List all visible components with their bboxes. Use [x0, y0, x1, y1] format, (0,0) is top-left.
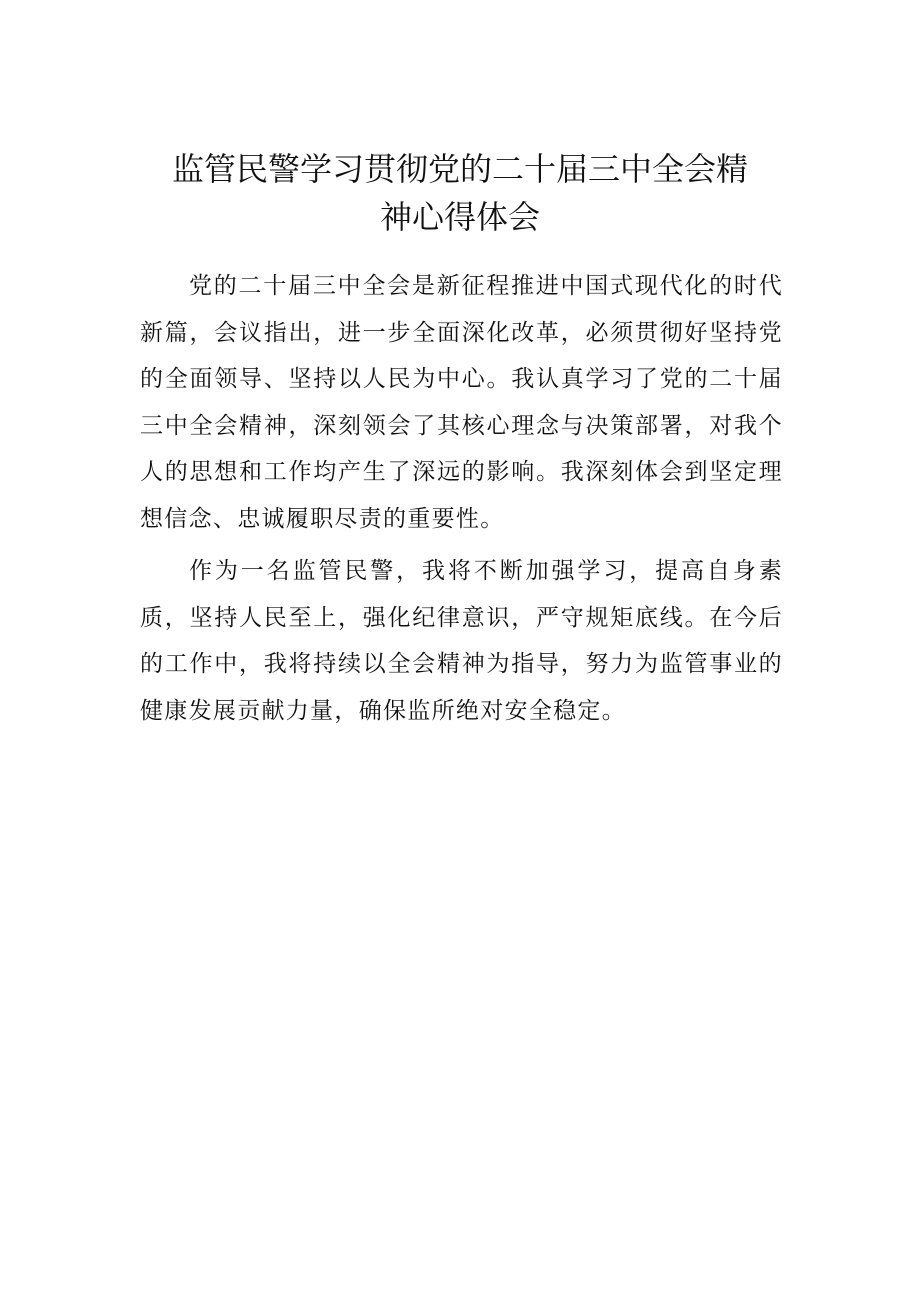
paragraph-2: 作为一名监管民警，我将不断加强学习，提高自身素质，坚持人民至上，强化纪律意识，严守规矩底线。在今后的工作中，我将持续以全会精神为指导，努力为监管事业的健康发展贡献力量，确保监所绝对安全稳定。: [140, 558, 783, 724]
document-title: [140, 145, 780, 241]
document-body: [140, 263, 783, 740]
title-line-1: 监管民警学习贯彻党的二十届三中全会精: [171, 150, 748, 188]
paragraph-1: 党的二十届三中全会是新征程推进中国式现代化的时代新篇，会议指出，进一步全面深化改革，必须贯彻好坚持党的全面领导、坚持以人民为中心。我认真学习了党的二十届三中全会精神，深刻领会了其核心理念与决策部署，对我个人的思想和工作均产生了深远的影响。我深刻体会到坚定理想信念、忠诚履职尽责的重要性。: [140, 273, 783, 532]
title-line-2: 神心得体会: [379, 198, 540, 236]
